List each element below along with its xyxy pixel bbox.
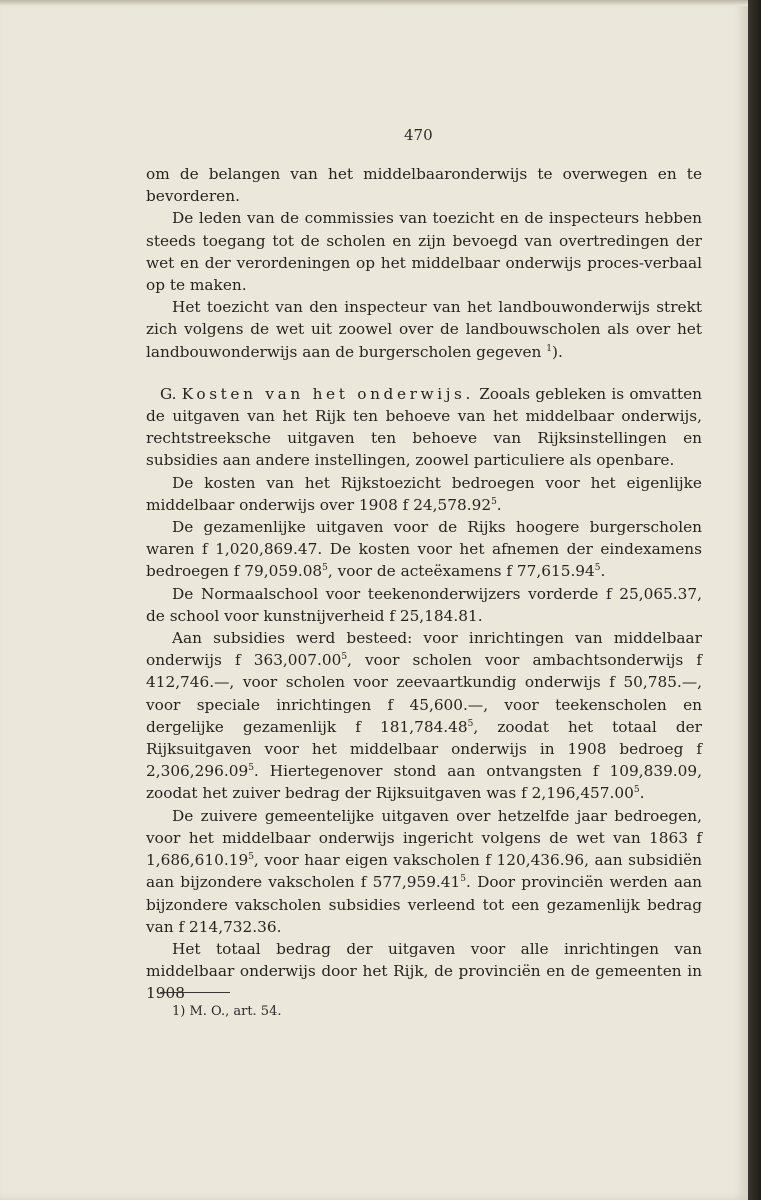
text-run: De kosten van het Rijkstoezicht bedroegen voor het eigenlijke middelbaar onderwijs over 1908	[146, 473, 702, 514]
fraction-sup: 5	[460, 874, 466, 885]
footnote	[172, 1004, 281, 1019]
text-run: . Hiertegenover stond aan ontvangsten	[253, 762, 593, 781]
paragraph-continuation: om de belangen van het middelbaaronderwijs te overwegen en te bevorderen.	[146, 165, 702, 206]
footnote-divider	[160, 992, 230, 993]
fraction-sup: 5	[341, 652, 348, 663]
amount: f 2,196,457.00	[521, 784, 634, 803]
footnote-number: 1)	[172, 1004, 186, 1019]
amount: f 25,065.37	[605, 584, 698, 603]
text-run: .	[477, 606, 483, 625]
text-run: De zuivere gemeentelijke uitgaven over hetzelfde jaar bedroegen, voor het middelbaar onderwijs ingericht volgens de wet van 1863	[146, 806, 702, 847]
fraction-sup: 5	[467, 718, 474, 729]
paragraph-hbs	[146, 516, 702, 583]
text-run: , zoodat het zuiver bedrag der Rijksuitgaven was	[146, 762, 702, 803]
body-text	[146, 163, 702, 1005]
section-intro: Zooals gebleken is omvatten de uitgaven van het Rijk ten behoeve van het middelbaar onderwijs, rechtstreeksche uitgaven ten behoeve van Rijksinstellingen en subsidies aan andere instellingen, zoowel particuliere als openbare.	[146, 384, 703, 470]
text-run: . De kosten voor het afnemen der eindexamens bedroegen	[146, 540, 702, 581]
amount: f 412,746.—	[146, 651, 702, 692]
amount: f 181,784.48	[355, 717, 468, 736]
paragraph-inspecteur-text: Het toezicht van den inspecteur van het landbouwonderwijs strekt zich volgens de wet uit zoowel over de landbouwscholen als over het landbouwonderwijs aan de burgerscholen gegeven	[146, 298, 702, 361]
amount: f 24,578.92	[402, 495, 492, 514]
amount: f 2,306,296.09	[146, 740, 702, 781]
fraction-sup: 5	[594, 563, 601, 574]
text-run: , aan subsidiën aan bijzondere vakscholen	[146, 851, 703, 892]
text-run: , voor teekenscholen en dergelijke gezamenlijk	[146, 695, 702, 736]
amount: f 120,436.96	[485, 851, 585, 870]
amount: f 77,615.94	[506, 562, 595, 581]
amount: f 363,007.00	[234, 651, 342, 670]
amount: f 1,020,869.47	[201, 540, 318, 559]
page-top-edge	[0, 0, 748, 6]
paragraph-inspecteur: Het toezicht van den inspecteur van het landbouwonderwijs strekt zich volgens de wet uit zoowel over de landbouwscholen als over het landbouwonderwijs aan de burgerscholen gegeven $^1$).	[146, 298, 702, 361]
amount: f 577,959.41	[360, 873, 461, 892]
page-number: 470	[404, 126, 433, 144]
footnote-text: M. O., art. 54.	[189, 1004, 282, 1019]
text-run: , zoodat het totaal der Rijksuitgaven voor het middelbaar onderwijs in 1908 bedroeg	[146, 717, 702, 759]
section-heading: Kosten van het onderwijs.	[181, 384, 474, 403]
amount: f 79,059.08	[233, 562, 323, 581]
fraction-sup: 5	[491, 496, 497, 507]
text-run: .	[600, 562, 606, 581]
text-run: .	[639, 784, 645, 803]
section-g	[146, 383, 702, 472]
amount: f 1,686,610.19	[146, 828, 702, 870]
amount: f 50,785.—	[609, 673, 698, 692]
paragraph-rijkstoezicht	[146, 472, 702, 516]
fraction-sup: 5	[322, 563, 328, 574]
text-run: .	[496, 495, 502, 514]
text-run: , voor scholen voor ambachtsonderwijs	[347, 651, 697, 670]
book-binding-edge	[748, 0, 761, 1200]
section-letter: G.	[160, 384, 177, 403]
text-run: , voor speciale inrichtingen	[146, 673, 703, 714]
fraction-sup: 5	[633, 785, 640, 796]
amount: f 25,184.81	[389, 606, 478, 625]
fraction-sup: 5	[248, 763, 254, 774]
text-run: De Normaalschool voor teekenonderwijzers vorderde	[172, 584, 606, 603]
paragraph-toezicht: De leden van de commissies van toezicht en de inspecteurs hebben steeds toegang tot de scholen en zijn bevoegd van overtredingen der wet en der verordeningen op het middelbaar onderwijs proces-verbaal op te maken.	[146, 209, 702, 295]
amount: f 109,839.09	[592, 762, 698, 781]
amount: f 45,600.—	[387, 695, 484, 714]
paragraph-normaalschool	[146, 583, 702, 627]
text-run: .	[276, 917, 282, 936]
paragraph-subsidies	[146, 627, 702, 805]
text-run: , voor de acteëxamens	[327, 562, 507, 581]
footnote-reference[interactable]: 1	[546, 343, 553, 354]
paragraph-totaal: Het totaal bedrag der uitgaven voor alle inrichtingen van middelbaar onderwijs door het Rijk, de provinciën en de gemeenten in 1908	[146, 939, 702, 1003]
paragraph-gemeentelijk	[146, 805, 702, 938]
text-run: , de school voor kunstnijverheid	[146, 584, 702, 625]
fraction-sup: 5	[248, 852, 254, 863]
text-run: . Door provinciën werden aan bijzondere vakscholen subsidies verleend tot een gezamenlijk bedrag van	[146, 873, 703, 936]
amount: f 214,732.36	[178, 917, 277, 936]
text-run: De gezamenlijke uitgaven voor de Rijks hoogere burgerscholen waren	[146, 518, 702, 559]
text-run: Aan subsidies werd besteed: voor inrichtingen van middelbaar onderwijs	[146, 629, 702, 670]
text-run: , voor haar eigen vakscholen	[253, 851, 486, 870]
text-run: , voor scholen voor zeevaartkundig onderwijs	[229, 673, 610, 692]
